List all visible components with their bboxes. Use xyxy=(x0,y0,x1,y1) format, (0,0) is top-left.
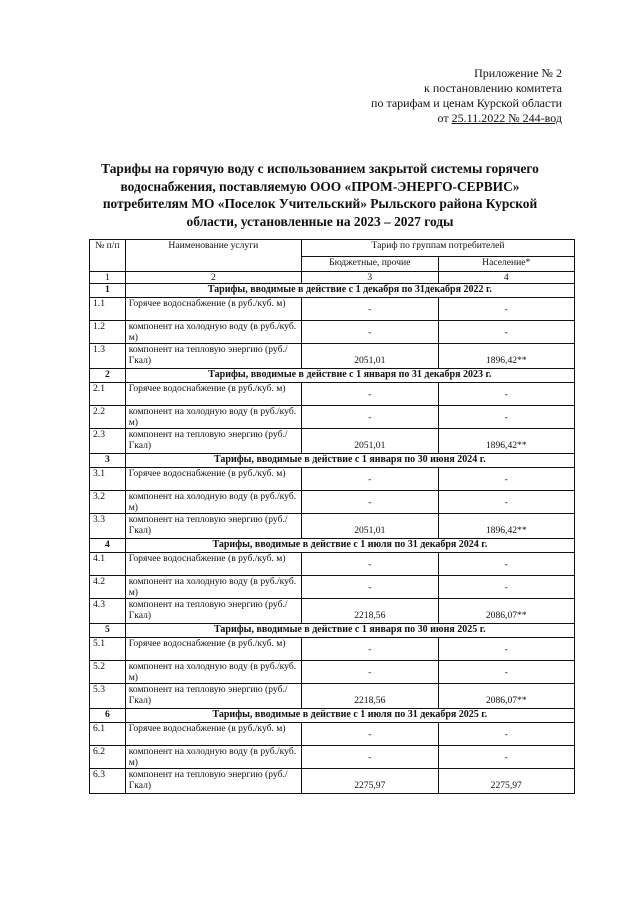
budget-tariff: 2051,01 xyxy=(302,514,438,539)
population-tariff: - xyxy=(438,661,574,684)
service-name: компонент на тепловую энергию (руб./Гкал) xyxy=(125,769,301,794)
table-row xyxy=(90,406,575,429)
population-tariff: - xyxy=(438,576,574,599)
service-name: компонент на тепловую энергию (руб./Гкал) xyxy=(125,599,301,624)
population-tariff: 2275,97 xyxy=(438,769,574,794)
table-row xyxy=(90,514,575,539)
service-name: компонент на холодную воду (в руб./куб. м) xyxy=(125,406,301,429)
service-name: компонент на тепловую энергию (руб./Гкал) xyxy=(125,684,301,709)
annex-date-line xyxy=(340,111,562,126)
section-row xyxy=(90,284,575,298)
population-tariff: - xyxy=(438,406,574,429)
annex-number-sign: № xyxy=(505,111,523,125)
service-name: компонент на холодную воду (в руб./куб. м) xyxy=(125,576,301,599)
section-number: 2 xyxy=(90,369,126,383)
table-row xyxy=(90,723,575,746)
title-line-2: водоснабжения, поставляемую ООО «ПРОМ-ЭНЕРГО-СЕРВИС» xyxy=(120,178,520,194)
service-name: компонент на холодную воду (в руб./куб. м) xyxy=(125,321,301,344)
budget-tariff: - xyxy=(302,746,438,769)
service-name: компонент на холодную воду (в руб./куб. м) xyxy=(125,491,301,514)
section-number: 4 xyxy=(90,539,126,553)
population-tariff: 1896,42** xyxy=(438,429,574,454)
row-number: 3.1 xyxy=(90,468,126,491)
population-tariff: - xyxy=(438,746,574,769)
population-tariff: - xyxy=(438,491,574,514)
section-title: Тарифы, вводимые в действие с 1 декабря по 31декабря 2022 г. xyxy=(125,284,574,298)
section-number: 3 xyxy=(90,454,126,468)
annex-committee: по тарифам и ценам Курской области xyxy=(371,96,562,110)
service-name: компонент на тепловую энергию (руб./Гкал) xyxy=(125,344,301,369)
service-name: Горячее водоснабжение (в руб./куб. м) xyxy=(125,723,301,746)
title-line-1: Тарифы на горячую воду с использованием закрытой системы горячего xyxy=(101,161,539,176)
row-number: 1.1 xyxy=(90,298,126,321)
annex-number: 244-вод xyxy=(522,111,562,125)
row-number: 4.2 xyxy=(90,576,126,599)
row-number: 2.2 xyxy=(90,406,126,429)
row-number: 6.1 xyxy=(90,723,126,746)
section-number: 5 xyxy=(90,624,126,638)
service-name: компонент на тепловую энергию (руб./Гкал) xyxy=(125,514,301,539)
row-number: 3.2 xyxy=(90,491,126,514)
budget-tariff: 2051,01 xyxy=(302,344,438,369)
service-name: Горячее водоснабжение (в руб./куб. м) xyxy=(125,638,301,661)
budget-tariff: 2275,97 xyxy=(302,769,438,794)
service-name: компонент на тепловую энергию (руб./Гкал) xyxy=(125,429,301,454)
row-number: 5.3 xyxy=(90,684,126,709)
section-title: Тарифы, вводимые в действие с 1 июля по 31 декабря 2024 г. xyxy=(125,539,574,553)
budget-tariff: - xyxy=(302,383,438,406)
service-name: Горячее водоснабжение (в руб./куб. м) xyxy=(125,298,301,321)
column-number-row xyxy=(90,272,575,284)
budget-tariff: - xyxy=(302,491,438,514)
table-row xyxy=(90,298,575,321)
population-tariff: - xyxy=(438,468,574,491)
section-row xyxy=(90,454,575,468)
population-tariff: - xyxy=(438,298,574,321)
table-row xyxy=(90,429,575,454)
table-row xyxy=(90,383,575,406)
section-row xyxy=(90,369,575,383)
col-number: 2 xyxy=(125,272,301,284)
service-name: компонент на холодную воду (в руб./куб. м) xyxy=(125,661,301,684)
annex-date-prefix: от xyxy=(437,111,452,125)
table-row xyxy=(90,638,575,661)
row-number: 3.3 xyxy=(90,514,126,539)
table-row xyxy=(90,553,575,576)
row-number: 4.3 xyxy=(90,599,126,624)
row-number: 1.3 xyxy=(90,344,126,369)
service-name: Горячее водоснабжение (в руб./куб. м) xyxy=(125,383,301,406)
header-name: Наименование услуги xyxy=(125,240,301,272)
section-row xyxy=(90,539,575,553)
annex-title: Приложение № 2 xyxy=(474,66,562,80)
annex-ref: к постановлению комитета xyxy=(424,81,562,95)
table-row xyxy=(90,344,575,369)
population-tariff: - xyxy=(438,553,574,576)
section-row xyxy=(90,624,575,638)
table-row xyxy=(90,684,575,709)
budget-tariff: 2218,56 xyxy=(302,684,438,709)
row-number: 2.1 xyxy=(90,383,126,406)
budget-tariff: - xyxy=(302,723,438,746)
section-title: Тарифы, вводимые в действие с 1 января по 30 июня 2025 г. xyxy=(125,624,574,638)
col-number: 4 xyxy=(438,272,574,284)
header-num: № п/п xyxy=(90,240,126,272)
table-row xyxy=(90,599,575,624)
header-row xyxy=(90,240,575,257)
section-row xyxy=(90,709,575,723)
budget-tariff: - xyxy=(302,661,438,684)
population-tariff: 1896,42** xyxy=(438,344,574,369)
header-group: Тариф по группам потребителей xyxy=(302,240,575,257)
section-title: Тарифы, вводимые в действие с 1 июля по 31 декабря 2025 г. xyxy=(125,709,574,723)
service-name: Горячее водоснабжение (в руб./куб. м) xyxy=(125,468,301,491)
row-number: 6.2 xyxy=(90,746,126,769)
section-number: 6 xyxy=(90,709,126,723)
annex-header xyxy=(340,66,562,126)
budget-tariff: - xyxy=(302,553,438,576)
table-row xyxy=(90,661,575,684)
document-title xyxy=(80,160,560,230)
budget-tariff: - xyxy=(302,298,438,321)
table-row xyxy=(90,769,575,794)
title-line-4: области, установленные на 2023 – 2027 годы xyxy=(186,213,454,229)
table-row xyxy=(90,321,575,344)
budget-tariff: 2051,01 xyxy=(302,429,438,454)
service-name: Горячее водоснабжение (в руб./куб. м) xyxy=(125,553,301,576)
table-row xyxy=(90,491,575,514)
header-budget: Бюджетные, прочие xyxy=(302,257,438,272)
table-row xyxy=(90,576,575,599)
table-row xyxy=(90,468,575,491)
col-number: 1 xyxy=(90,272,126,284)
section-title: Тарифы, вводимые в действие с 1 января по 31 декабря 2023 г. xyxy=(125,369,574,383)
population-tariff: - xyxy=(438,638,574,661)
table-row xyxy=(90,746,575,769)
budget-tariff: - xyxy=(302,576,438,599)
section-number: 1 xyxy=(90,284,126,298)
section-title: Тарифы, вводимые в действие с 1 января по 30 июня 2024 г. xyxy=(125,454,574,468)
population-tariff: 1896,42** xyxy=(438,514,574,539)
population-tariff: - xyxy=(438,723,574,746)
service-name: компонент на холодную воду (в руб./куб. м) xyxy=(125,746,301,769)
row-number: 1.2 xyxy=(90,321,126,344)
tariff-table xyxy=(89,239,575,794)
title-line-3: потребителям МО «Поселок Учительский» Рыльского района Курской xyxy=(102,196,538,211)
population-tariff: 2086,07** xyxy=(438,599,574,624)
row-number: 5.1 xyxy=(90,638,126,661)
budget-tariff: - xyxy=(302,468,438,491)
population-tariff: - xyxy=(438,321,574,344)
row-number: 4.1 xyxy=(90,553,126,576)
row-number: 2.3 xyxy=(90,429,126,454)
col-number: 3 xyxy=(302,272,438,284)
row-number: 6.3 xyxy=(90,769,126,794)
budget-tariff: - xyxy=(302,638,438,661)
row-number: 5.2 xyxy=(90,661,126,684)
budget-tariff: 2218,56 xyxy=(302,599,438,624)
budget-tariff: - xyxy=(302,321,438,344)
population-tariff: - xyxy=(438,383,574,406)
header-population: Население* xyxy=(438,257,574,272)
population-tariff: 2086,07** xyxy=(438,684,574,709)
annex-date: 25.11.2022 xyxy=(451,111,506,125)
budget-tariff: - xyxy=(302,406,438,429)
